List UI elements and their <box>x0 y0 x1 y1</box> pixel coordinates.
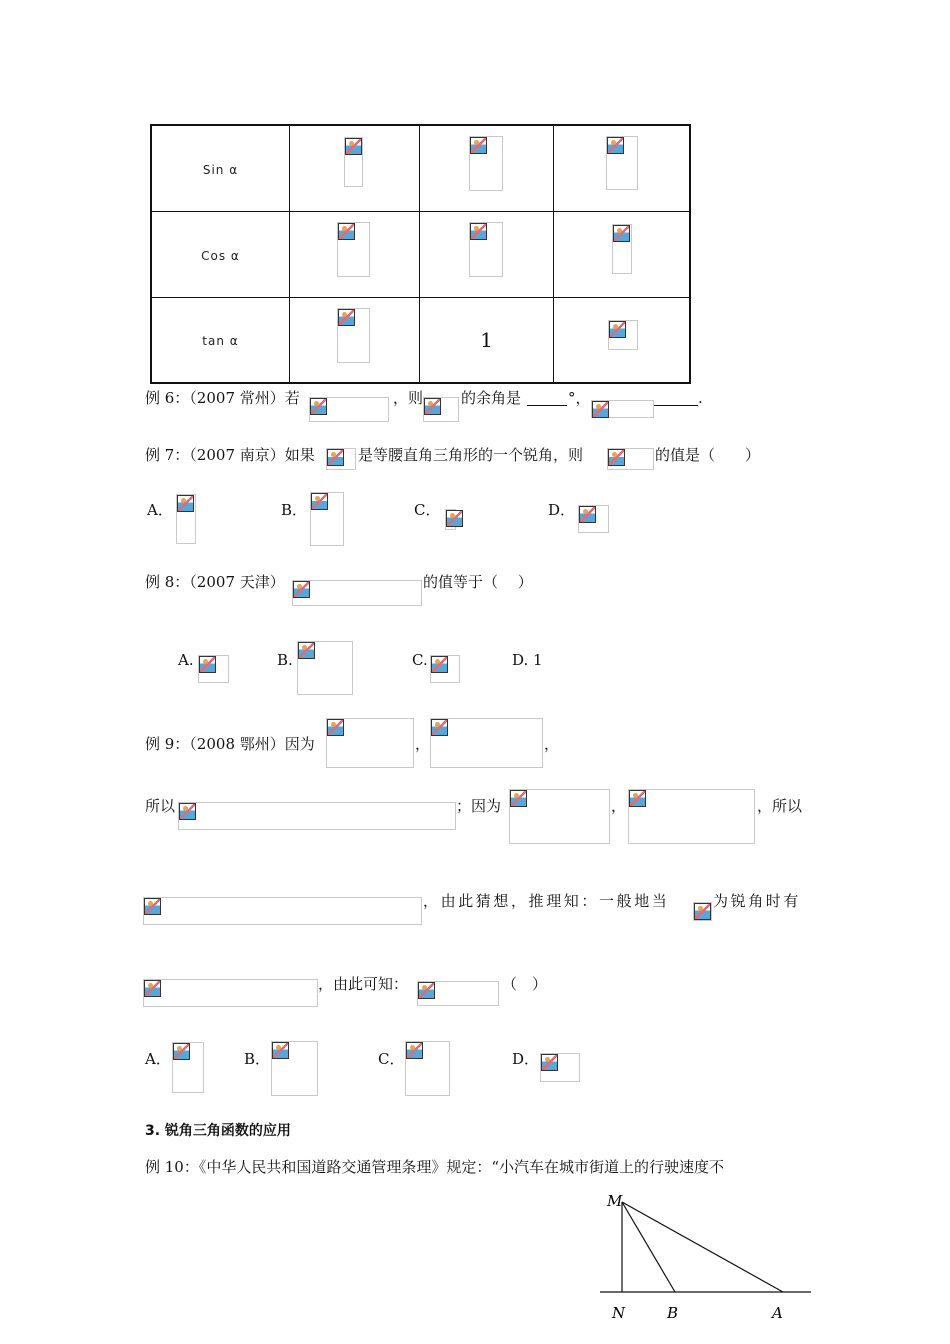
formula-image <box>326 718 414 768</box>
ex9-option-a[interactable]: A． <box>145 1050 171 1068</box>
formula-image <box>344 137 363 187</box>
segment-mb <box>622 1202 675 1292</box>
formula-image <box>297 641 353 695</box>
ex9-guess: ，由此猜想，推理知：一般地当 <box>423 892 670 910</box>
ex9-option-c[interactable]: C． <box>378 1050 405 1068</box>
formula-image <box>309 397 389 422</box>
formula-image <box>423 397 459 422</box>
ex8-option-b[interactable]: B. <box>277 651 293 669</box>
ex7-option-d[interactable]: D． <box>548 501 576 519</box>
ex7-prefix: 例 7：（2007 南京）如果 <box>145 446 315 464</box>
ex7-middle: 是等腰直角三角形的一个锐角，则 <box>358 446 584 464</box>
ex6-prefix: 例 6：（2007 常州）若 <box>145 389 300 407</box>
formula-image <box>143 897 422 925</box>
trig-values-table <box>150 124 691 384</box>
formula-image <box>606 136 638 190</box>
blank-line <box>654 405 698 406</box>
ex9-hence: ，由此可知： <box>318 975 409 993</box>
blank-line <box>527 405 567 406</box>
ex9-option-d[interactable]: D． <box>512 1050 540 1068</box>
formula-image <box>540 1053 580 1082</box>
formula-image <box>405 1041 450 1096</box>
formula-image <box>337 308 370 363</box>
ex6-complement: 的余角是 <box>461 389 522 407</box>
ex9-comma-2: ， <box>544 735 560 753</box>
ex6-then: ，则 <box>393 389 424 407</box>
row-label-sin: Sin α <box>202 162 239 177</box>
ex8-option-a[interactable]: A. <box>178 651 194 669</box>
ex9-acute: 为锐角时有 <box>713 892 802 910</box>
ex9-paren: （ ） <box>502 975 548 993</box>
formula-image <box>417 981 499 1006</box>
formula-image <box>607 448 654 470</box>
formula-image <box>608 320 638 350</box>
ex9-prefix: 例 9：（2008 鄂州）因为 <box>145 735 315 753</box>
label-b: B <box>667 1304 679 1322</box>
ex8-prefix: 例 8：（2007 天津） <box>145 573 285 591</box>
formula-image <box>628 789 755 844</box>
formula-image <box>198 655 229 683</box>
formula-image <box>292 580 422 606</box>
label-m: M <box>607 1192 623 1210</box>
row-label-tan: tan α <box>202 334 239 349</box>
formula-image <box>143 979 318 1007</box>
segment-ma <box>622 1202 783 1292</box>
formula-image <box>271 1041 318 1096</box>
row-label-cos: Cos α <box>201 248 240 263</box>
ex8-option-d[interactable]: D. 1 <box>512 651 543 669</box>
triangle-figure <box>595 1188 820 1328</box>
ex7-option-a[interactable]: A． <box>147 501 173 519</box>
ex8-end: 的值等于（ ） <box>423 573 533 591</box>
formula-image <box>178 802 456 830</box>
ex9-comma-3: ， <box>611 797 627 815</box>
formula-image <box>430 718 543 768</box>
ex7-option-b[interactable]: B． <box>281 501 308 519</box>
tan-45-value: 1 <box>480 327 493 352</box>
formula-image <box>326 448 356 470</box>
ex9-because: ；因为 <box>456 797 502 815</box>
formula-image <box>172 1042 204 1093</box>
formula-image <box>430 655 460 683</box>
formula-image <box>578 505 609 533</box>
ex9-comma: ， <box>415 735 431 753</box>
ex7-option-c[interactable]: C． <box>414 501 441 519</box>
ex9-so2: ，所以 <box>757 797 803 815</box>
ex10-text: 例 10：《中华人民共和国道路交通管理条理》规定：“小汽车在城市街道上的行驶速度不 <box>145 1158 725 1176</box>
formula-image <box>469 136 503 191</box>
formula-image <box>612 224 632 274</box>
ex6-degree: °， <box>568 389 591 407</box>
ex9-so: 所以 <box>145 797 176 815</box>
formula-image <box>469 222 503 277</box>
ex8-option-c[interactable]: C. <box>412 651 428 669</box>
ex9-option-b[interactable]: B． <box>244 1050 271 1068</box>
formula-image <box>509 789 610 844</box>
label-n: N <box>612 1304 626 1322</box>
formula-image <box>445 509 456 530</box>
formula-image <box>591 400 654 418</box>
ex7-end: 的值是（ ） <box>655 446 761 464</box>
section-3-title: 3. 锐角三角函数的应用 <box>145 1123 291 1139</box>
formula-image <box>693 902 712 921</box>
formula-image <box>337 222 370 277</box>
formula-image <box>176 494 196 544</box>
label-a: A <box>772 1304 783 1322</box>
formula-image <box>310 492 344 546</box>
ex6-period: . <box>698 389 703 407</box>
